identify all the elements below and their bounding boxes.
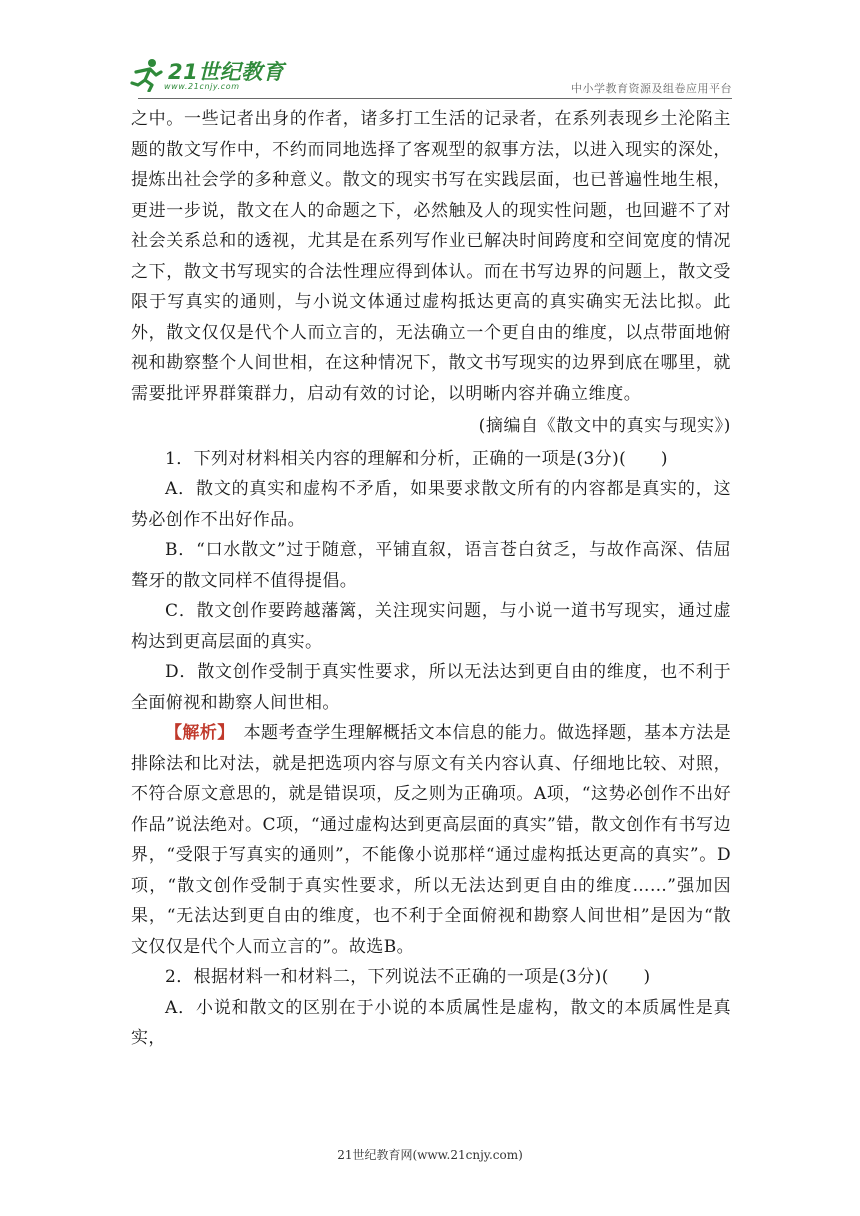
analysis-block bbox=[131, 718, 731, 962]
question-1-option-b: B．“口水散文”过于随意，平铺直叙，语言苍白贫乏，与故作高深、佶屈聱牙的散文同样不值得提倡。 bbox=[131, 540, 731, 591]
page-header bbox=[128, 58, 732, 98]
question-1-option-a: A．散文的真实和虚构不矛盾，如果要求散文所有的内容都是真实的，这势必创作不出好作品。 bbox=[131, 479, 731, 530]
question-1-option-c: C．散文创作要跨越藩篱，关注现实问题，与小说一道书写现实，通过虚构达到更高层面的真实。 bbox=[131, 601, 731, 652]
question-2-stem: 2．根据材料一和材料二，下列说法不正确的一项是(3分)( ) bbox=[165, 967, 651, 987]
question-2-option-a: A．小说和散文的区别在于小说的本质属性是虚构，散文的本质属性是真实， bbox=[131, 997, 731, 1048]
passage-source: (摘编自《散文中的真实与现实》) bbox=[478, 416, 731, 436]
site-logo bbox=[128, 58, 288, 94]
analysis-text: 本题考查学生理解概括文本信息的能力。做选择题，基本方法是排除法和比对法，就是把选项内容与原文有关内容认真、仔细地比较、对照，不符合原文意思的，就是错误项，反之则为正确项。A项，“这势必创作不出好作品”说法绝对。C项，“通过虚构达到更高层面的真实”错，散文创作有书写边界，“受限于写真实的通则”，不能像小说那样“通过虚构抵达更高的真实”。D项，“散文创作受制于真实性要求，所以无法达到更自由的维度……”强加因果，“无法达到更自由的维度，也不利于全面俯视和勘察人间世相”是因为“散文仅仅是代个人而立言的”。故选B。 bbox=[131, 723, 731, 957]
platform-tagline: 中小学教育资源及组卷应用平台 bbox=[571, 82, 732, 95]
question-1-stem: 1．下列对材料相关内容的理解和分析，正确的一项是(3分)( ) bbox=[165, 448, 668, 469]
running-figure-icon bbox=[130, 58, 164, 92]
analysis-label: 【解析】 bbox=[165, 723, 227, 743]
passage-paragraph: 之中。一些记者出身的作者，诸多打工生活的记录者，在系列表现乡土沦陷主题的散文写作中，不约而同地选择了客观型的叙事方法，以进入现实的深处，提炼出社会学的多种意义。散文的现实书写在实践层面，也已普遍性地生根，更进一步说，散文在人的命题之下，必然触及人的现实性问题，也回避不了对社会关系总和的透视，尤其是在系列写作业已解决时间跨度和空间宽度的情况之下，散文书写现实的合法性理应得到体认。而在书写边界的问题上，散文受限于写真实的通则，与小说文体通过虚构抵达更高的真实确实无法比拟。此外，散文仅仅是代个人而立言的，无法确立一个更自由的维度，以点带面地俯视和勘察整个人间世相，在这种情况下，散文书写现实的边界到底在哪里，就需要批评界群策群力，启动有效的讨论，以明晰内容并确立维度。 bbox=[131, 109, 731, 404]
logo-url: www.21cnjy.com bbox=[164, 82, 240, 91]
page-footer: 21世纪教育网(www.21cnjy.com) bbox=[337, 1148, 523, 1162]
question-1-option-d: D．散文创作受制于真实性要求，所以无法达到更自由的维度，也不利于全面俯视和勘察人间世相。 bbox=[131, 662, 731, 713]
document-body bbox=[131, 104, 731, 1054]
header-divider bbox=[138, 98, 732, 99]
logo-text: 21世纪教育 bbox=[168, 60, 285, 84]
